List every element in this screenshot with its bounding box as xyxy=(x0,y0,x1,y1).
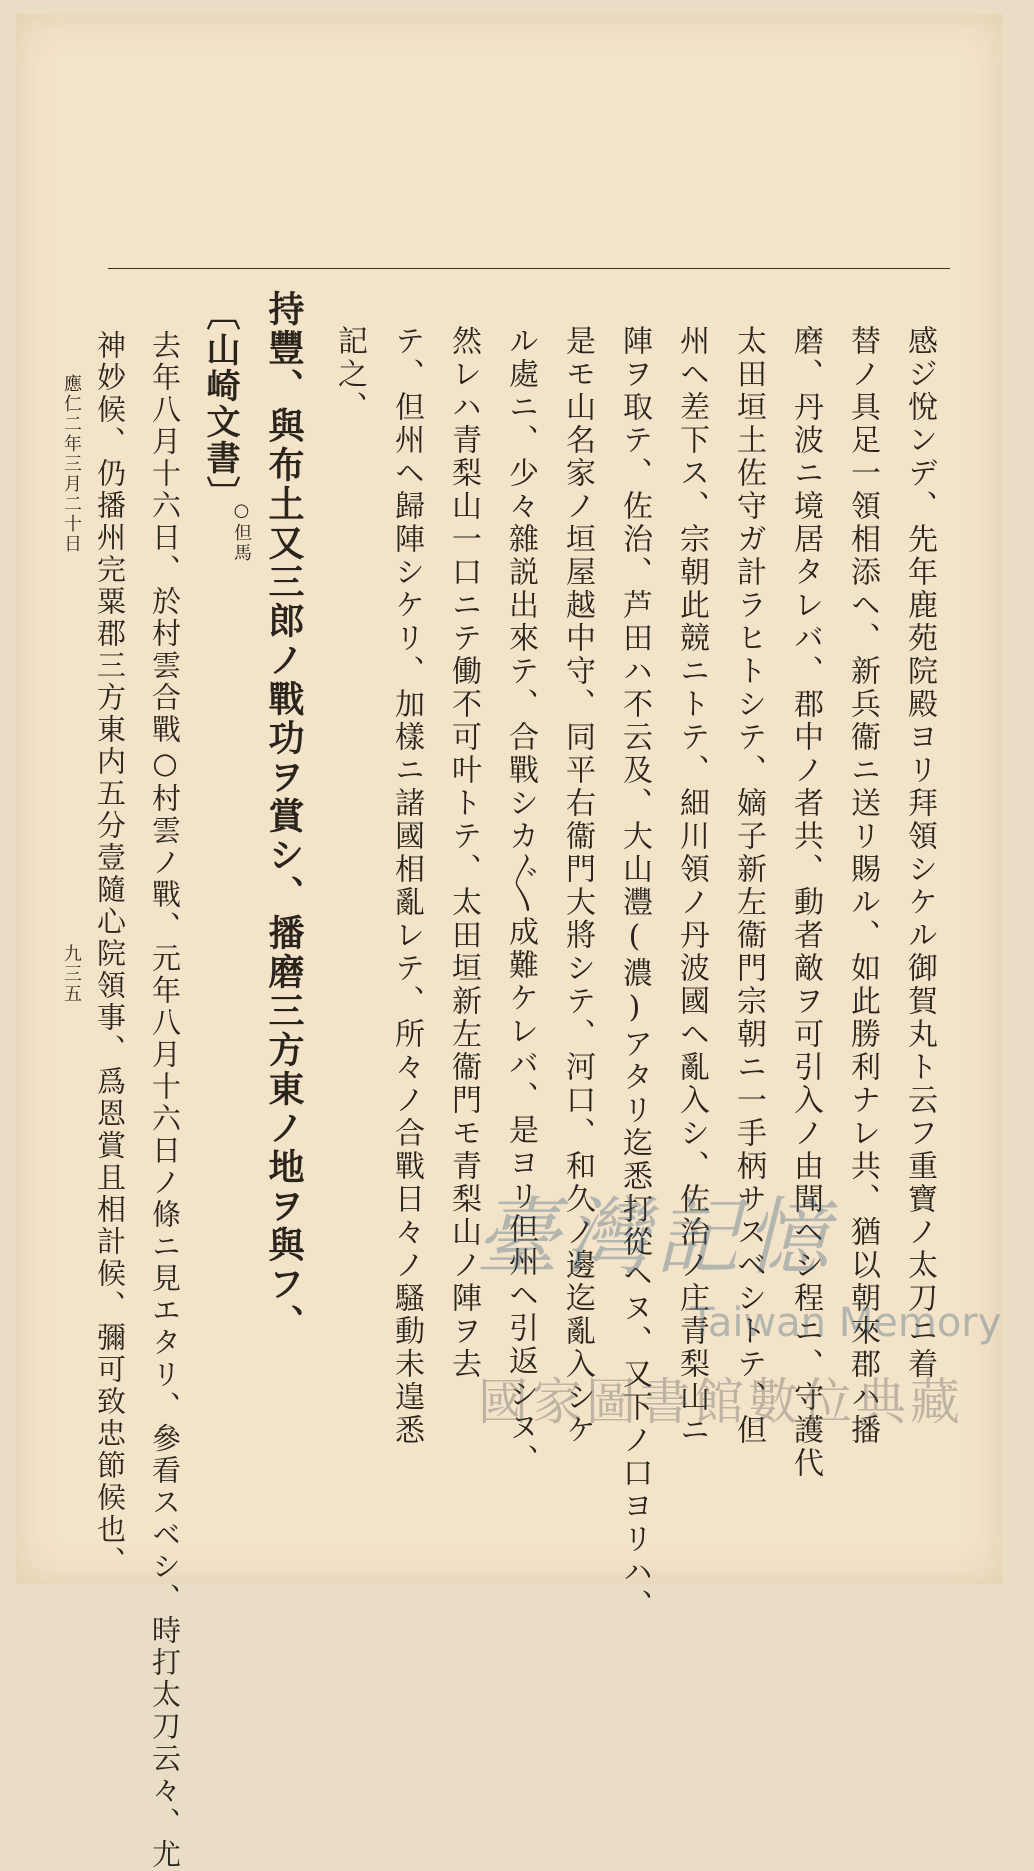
watermark-subtitle: 國家圖書館數位典藏 xyxy=(478,1373,964,1431)
body-line: テ、但州ヘ歸陣シケリ、加樣ニ諸國相亂レテ、所々ノ合戰日々ノ騷動未遑悉 xyxy=(389,325,424,1447)
body-line: 然レハ青梨山一口ニテ働不可叶トテ、太田垣新左衞門モ青梨山ノ陣ヲ去 xyxy=(446,325,481,1381)
watermark-logo: 臺灣記憶 xyxy=(475,1188,836,1286)
body-line: 記之、 xyxy=(332,325,367,424)
source-note: ○但馬 xyxy=(231,500,252,563)
body-line: 陣ヲ取テ、佐治、芦田ハ不云及、大山灃(濃)アタリ迄悉打從ヘヌ、又下ノ口ヨリハ、 xyxy=(617,325,652,1622)
body-line: 磨、丹波ニ境居タレバ、郡中ノ者共、動者敵ヲ可引入ノ由聞ヘシ程ニ、守護代 xyxy=(788,325,823,1480)
body-line: ル處ニ、少々雜説出來テ、合戰シカ〲成難ケレバ、是ヨリ但州ヘ引返シヌ、 xyxy=(503,325,538,1477)
date-note: 應仁二年三月二十日 xyxy=(61,374,82,554)
body-line: 州ヘ差下ス、宗朝此競ニトテ、細川領ノ丹波國ヘ亂入シ、佐治ノ庄青梨山ニ xyxy=(674,325,709,1447)
document-line: 去年八月十六日、於村雲合戰○村雲ノ戰、元年八月十六日ノ條ニ見エタリ、參看スベシ、時打太刀云々、尤 xyxy=(148,330,182,1871)
body-line: 是モ山名家ノ垣屋越中守、同平右衞門大將シテ、河口、和久ノ邊迄亂入シケ xyxy=(560,325,595,1447)
watermark-english: Taiwan Memory xyxy=(690,1300,1002,1346)
section-heading: 持豐、與布土又三郎ノ戰功ヲ賞シ、播磨三方東ノ地ヲ與フ、 xyxy=(263,290,305,1343)
page-number: 九三五 xyxy=(61,944,82,1004)
body-line: 替ノ具足一領相添ヘ、新兵衞ニ送リ賜ル、如此勝利ナレ共、猶以朝來郡ハ播 xyxy=(845,325,880,1447)
document-line: 神妙候、仍播州完粟郡三方東内五分壹隨心院領事、爲恩賞且相計候、彌可致忠節候也、 xyxy=(93,330,127,1578)
body-line: 感ジ悅ンデ、先年鹿苑院殿ヨリ拜領シケル御賀丸ト云フ重寶ノ太刀ニ着 xyxy=(902,325,937,1381)
source-title: 〔山崎文書〕 xyxy=(200,296,240,512)
header-rule xyxy=(108,268,950,269)
body-line: 太田垣土佐守ガ計ラヒトシテ、嫡子新左衞門宗朝ニ一手柄サスベシトテ、但 xyxy=(731,325,766,1447)
